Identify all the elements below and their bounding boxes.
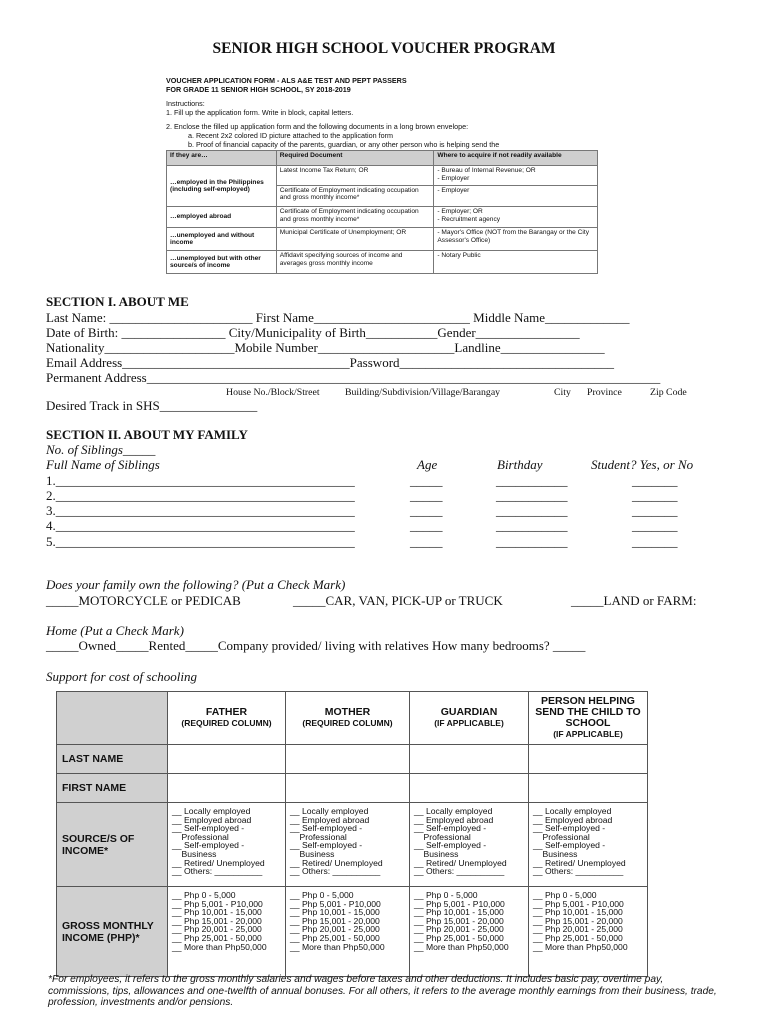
income-source-option[interactable]: __ Self-employed -	[414, 840, 487, 851]
sibling-row-name[interactable]: 1.______________________________________________	[46, 473, 355, 488]
gross-income-option[interactable]: __ Php 25,001 - 50,000	[172, 932, 262, 943]
income-source-option[interactable]: Professional	[290, 831, 347, 842]
person-gross-options[interactable]	[529, 887, 648, 977]
income-source-option[interactable]: __ Others: __________	[290, 866, 381, 877]
documents-row-where: - Employer; OR - Recruitment agency	[434, 207, 598, 228]
support-corner-cell	[57, 692, 168, 745]
gross-income-option[interactable]: __ More than Php50,000	[290, 941, 385, 952]
income-source-option[interactable]: Professional	[533, 831, 590, 842]
instructions-step-1: 1. Fill up the application form. Write in block, capital letters.	[166, 107, 354, 117]
own-motorcycle-option[interactable]: _____MOTORCYCLE or PEDICAB	[46, 593, 241, 608]
home-question: Home (Put a Check Mark)	[46, 623, 184, 638]
documents-row-doc: Certificate of Employment indicating occupation and gross monthly income*	[276, 185, 434, 207]
person-first-name-cell[interactable]	[529, 774, 648, 803]
father-last-name-cell[interactable]	[168, 745, 286, 774]
documents-row-doc: Certificate of Employment indicating occupation and gross monthly income*	[276, 207, 434, 228]
gross-income-option[interactable]: __ Php 0 - 5,000	[290, 890, 354, 900]
name-line[interactable]: Last Name: ______________________ First Name________________________ Middle Name_____________	[46, 310, 630, 325]
income-source-option[interactable]: __ Locally employed	[414, 806, 493, 816]
mother-header-note: (REQUIRED COLUMN)	[302, 718, 393, 728]
person-last-name-cell[interactable]	[529, 745, 648, 774]
sibling-student-field[interactable]: _______	[632, 473, 678, 488]
documents-row-where: - Notary Public	[434, 251, 598, 274]
income-source-option[interactable]: __ Employed abroad	[172, 814, 252, 825]
gross-income-option[interactable]: __ Php 15,001 - 20,000	[414, 915, 504, 926]
sibling-birthday-field[interactable]: ___________	[496, 534, 568, 549]
siblings-birthday-header: Birthday	[497, 457, 543, 472]
instructions-heading-1: VOUCHER APPLICATION FORM - ALS A&E TEST AND PEPT PASSERS	[166, 76, 407, 85]
birth-gender-line[interactable]: Date of Birth: ________________ City/Municipality of Birth___________Gender________________	[46, 325, 580, 340]
sibling-student-field[interactable]: _______	[632, 488, 678, 503]
income-source-option[interactable]: __ Retired/ Unemployed	[172, 857, 265, 868]
siblings-age-header: Age	[417, 457, 438, 472]
income-source-option[interactable]: __ Others: __________	[172, 866, 263, 877]
sibling-student-field[interactable]: _______	[632, 518, 678, 533]
gross-income-option[interactable]: __ Php 20,001 - 25,000	[414, 924, 504, 935]
income-source-option[interactable]: __ Self-employed -	[290, 840, 363, 851]
gross-income-option[interactable]: __ Php 5,001 - P10,000	[290, 898, 381, 909]
sibling-row-name[interactable]: 5.______________________________________________	[46, 534, 355, 549]
gross-income-option[interactable]: __ Php 0 - 5,000	[414, 890, 478, 900]
income-source-option[interactable]: __ Locally employed	[290, 806, 369, 816]
sibling-age-field[interactable]: _____	[410, 534, 443, 549]
own-land-option[interactable]: _____LAND or FARM:	[571, 593, 697, 608]
sibling-student-field[interactable]: _______	[632, 534, 678, 549]
gross-income-option[interactable]: __ More than Php50,000	[533, 941, 628, 952]
income-source-option[interactable]: __ Retired/ Unemployed	[533, 857, 626, 868]
desired-track-line[interactable]: Desired Track in SHS_______________	[46, 398, 258, 413]
income-source-option[interactable]: __ Others: __________	[533, 866, 624, 877]
gross-income-option[interactable]: __ Php 20,001 - 25,000	[533, 924, 623, 935]
section-1-heading: SECTION I. ABOUT ME	[46, 294, 189, 309]
income-source-option[interactable]: Business	[533, 848, 578, 859]
gross-income-option[interactable]: __ Php 20,001 - 25,000	[172, 924, 262, 935]
gross-income-option[interactable]: __ Php 10,001 - 15,000	[290, 907, 380, 918]
sibling-row-name[interactable]: 2.______________________________________________	[46, 488, 355, 503]
siblings-count-line[interactable]: No. of Siblings_____	[46, 442, 156, 457]
permanent-address-line[interactable]: Permanent Address_______________________________________________________________________________	[46, 370, 661, 385]
income-source-option[interactable]: __ Self-employed -	[290, 823, 363, 834]
email-password-line[interactable]: Email Address___________________________________Password_________________________________	[46, 355, 615, 370]
income-source-option[interactable]: __ Retired/ Unemployed	[414, 857, 507, 868]
guardian-gross-options[interactable]	[410, 887, 529, 977]
row-header-last-name: LAST NAME	[57, 745, 168, 774]
income-footnote: *For employees, it refers to the gross monthly salaries and wages before taxes and other deductions. It includes basic pay, overtime pay, commissions, tips, allowances and one-twelfth of annual bonuses. For all others, it refers to the average monthly earnings from their business, trade, profession, investments and/or pensions.	[48, 974, 717, 1008]
income-source-option[interactable]: __ Others: __________	[414, 866, 505, 877]
page-title: SENIOR HIGH SCHOOL VOUCHER PROGRAM	[212, 40, 556, 57]
support-label: Support for cost of schooling	[46, 669, 197, 684]
support-header-mother	[286, 692, 410, 745]
documents-row-doc: Affidavit specifying sources of income and averages gross monthly income	[276, 251, 434, 274]
instructions-step-2: 2. Enclose the filled up application form and the following documents in a long brown envelope:	[166, 122, 469, 132]
gross-income-option[interactable]: __ More than Php50,000	[172, 941, 267, 952]
documents-table	[166, 150, 598, 274]
siblings-name-header: Full Name of Siblings	[46, 457, 160, 472]
guardian-first-name-cell[interactable]	[410, 774, 529, 803]
gross-income-option[interactable]: __ More than Php50,000	[414, 941, 509, 952]
gross-income-option[interactable]: __ Php 20,001 - 25,000	[290, 924, 380, 935]
mother-gross-options[interactable]	[286, 887, 410, 977]
person-header-label: PERSON HELPING SEND THE CHILD TO SCHOOL	[535, 695, 641, 729]
gross-income-option[interactable]: __ Php 15,001 - 20,000	[290, 915, 380, 926]
documents-header-where: Where to acquire if not readily available	[434, 151, 598, 166]
address-part-barangay: Building/Subdivision/Village/Barangay	[345, 387, 501, 398]
person-header-note: (IF APPLICABLE)	[553, 729, 623, 739]
guardian-last-name-cell[interactable]	[410, 745, 529, 774]
sibling-age-field[interactable]: _____	[410, 503, 443, 518]
sibling-student-field[interactable]: _______	[632, 503, 678, 518]
documents-row-where: - Bureau of Internal Revenue; OR - Employer	[434, 166, 598, 185]
father-source-options[interactable]	[168, 803, 286, 887]
mother-last-name-cell[interactable]	[286, 745, 410, 774]
sibling-birthday-field[interactable]: ___________	[496, 473, 568, 488]
income-source-option[interactable]: __ Locally employed	[533, 806, 612, 816]
row-header-source-of-income: SOURCE/S OF INCOME*	[57, 803, 168, 887]
own-car-option[interactable]: _____CAR, VAN, PICK-UP or TRUCK	[293, 593, 503, 608]
income-source-option[interactable]: __ Self-employed -	[533, 840, 606, 851]
sibling-age-field[interactable]: _____	[410, 488, 443, 503]
mother-first-name-cell[interactable]	[286, 774, 410, 803]
income-source-option[interactable]: __ Self-employed -	[172, 823, 245, 834]
sibling-row-name[interactable]: 4.______________________________________________	[46, 518, 355, 533]
father-header-note: (REQUIRED COLUMN)	[181, 718, 272, 728]
gross-income-option[interactable]: __ Php 15,001 - 20,000	[172, 915, 262, 926]
instructions-heading-2: FOR GRADE 11 SENIOR HIGH SCHOOL, SY 2018-2019	[166, 84, 351, 94]
gross-income-option[interactable]: __ Php 10,001 - 15,000	[533, 907, 623, 918]
documents-row-who: …employed in the Philippines (including self-employed)	[167, 166, 277, 207]
sibling-birthday-field[interactable]: ___________	[496, 518, 568, 533]
sibling-birthday-field[interactable]: ___________	[496, 488, 568, 503]
documents-row-who: …unemployed and without income	[167, 228, 277, 251]
sibling-row-name[interactable]: 3.______________________________________________	[46, 503, 355, 518]
documents-row-where: - Mayor's Office (NOT from the Barangay or the City Assessor's Office)	[434, 228, 598, 251]
gross-income-option[interactable]: __ Php 5,001 - P10,000	[172, 898, 263, 909]
income-source-option[interactable]: Business	[414, 848, 459, 859]
documents-row-doc: Municipal Certificate of Unemployment; OR	[276, 228, 434, 251]
row-header-gross-income: GROSS MONTHLY INCOME (PHP)*	[57, 887, 168, 977]
sibling-age-field[interactable]: _____	[410, 518, 443, 533]
nationality-mobile-line[interactable]: Nationality____________________Mobile Number_____________________Landline________________	[46, 340, 605, 355]
income-source-option[interactable]: __ Locally employed	[172, 806, 251, 816]
income-source-option[interactable]: Professional	[414, 831, 471, 842]
instructions-step-2a: a. Recent 2x2 colored ID picture attached to the application form	[188, 130, 393, 140]
sibling-birthday-field[interactable]: ___________	[496, 503, 568, 518]
person-source-options[interactable]	[529, 803, 648, 887]
address-part-street: House No./Block/Street	[226, 387, 320, 398]
address-part-zip: Zip Code	[650, 387, 687, 398]
sibling-age-field[interactable]: _____	[410, 473, 443, 488]
documents-row-where: - Employer	[434, 185, 598, 207]
documents-row-who: …unemployed but with other source/s of income	[167, 251, 277, 274]
gross-income-option[interactable]: __ Php 5,001 - P10,000	[414, 898, 505, 909]
gross-income-option[interactable]: __ Php 25,001 - 50,000	[414, 932, 504, 943]
mother-header-label: MOTHER	[324, 706, 371, 718]
support-table	[56, 691, 648, 977]
income-source-option[interactable]: Business	[290, 848, 335, 859]
income-source-option[interactable]: __ Self-employed -	[533, 823, 606, 834]
support-header-guardian	[410, 692, 529, 745]
mother-source-options[interactable]	[286, 803, 410, 887]
address-part-city: City	[554, 387, 571, 398]
father-gross-options[interactable]	[168, 887, 286, 977]
gross-income-option[interactable]: __ Php 0 - 5,000	[172, 890, 236, 900]
guardian-header-note: (IF APPLICABLE)	[434, 718, 504, 728]
instructions-step-2b: b. Proof of financial capacity of the parents, guardian, or any other person who is helping send the	[188, 139, 500, 149]
gross-income-option[interactable]: __ Php 25,001 - 50,000	[533, 932, 623, 943]
guardian-header-label: GUARDIAN	[440, 706, 498, 718]
income-source-option[interactable]: __ Employed abroad	[414, 814, 494, 825]
section-2-heading: SECTION II. ABOUT MY FAMILY	[46, 427, 248, 442]
address-part-province: Province	[587, 387, 622, 398]
support-header-father	[168, 692, 286, 745]
home-options-line[interactable]: _____Owned_____Rented_____Company provided/ living with relatives How many bedrooms? _____	[46, 638, 586, 653]
gross-income-option[interactable]: __ Php 0 - 5,000	[533, 890, 597, 900]
gross-income-option[interactable]: __ Php 25,001 - 50,000	[290, 932, 380, 943]
income-source-option[interactable]: Professional	[172, 831, 229, 842]
father-header-label: FATHER	[205, 706, 248, 718]
gross-income-option[interactable]: __ Php 10,001 - 15,000	[172, 907, 262, 918]
instructions-label: Instructions:	[166, 99, 205, 109]
income-source-option[interactable]: __ Self-employed -	[414, 823, 487, 834]
documents-header-doc: Required Document	[276, 151, 434, 166]
documents-row-doc: Latest Income Tax Return; OR	[276, 166, 434, 185]
income-source-option[interactable]: __ Retired/ Unemployed	[290, 857, 383, 868]
income-source-option[interactable]: Business	[172, 848, 217, 859]
father-first-name-cell[interactable]	[168, 774, 286, 803]
own-question: Does your family own the following? (Put a Check Mark)	[46, 577, 346, 592]
income-source-option[interactable]: __ Employed abroad	[290, 814, 370, 825]
instructions-block	[166, 77, 602, 274]
income-source-option[interactable]: __ Employed abroad	[533, 814, 613, 825]
gross-income-option[interactable]: __ Php 10,001 - 15,000	[414, 907, 504, 918]
documents-header-who: If they are…	[167, 151, 277, 166]
row-header-first-name: FIRST NAME	[57, 774, 168, 803]
income-source-option[interactable]: __ Self-employed -	[172, 840, 245, 851]
siblings-student-header: Student? Yes, or No	[591, 457, 694, 472]
documents-row-who: …employed abroad	[167, 207, 277, 228]
guardian-source-options[interactable]	[410, 803, 529, 887]
gross-income-option[interactable]: __ Php 5,001 - P10,000	[533, 898, 624, 909]
gross-income-option[interactable]: __ Php 15,001 - 20,000	[533, 915, 623, 926]
support-header-person	[529, 692, 648, 745]
